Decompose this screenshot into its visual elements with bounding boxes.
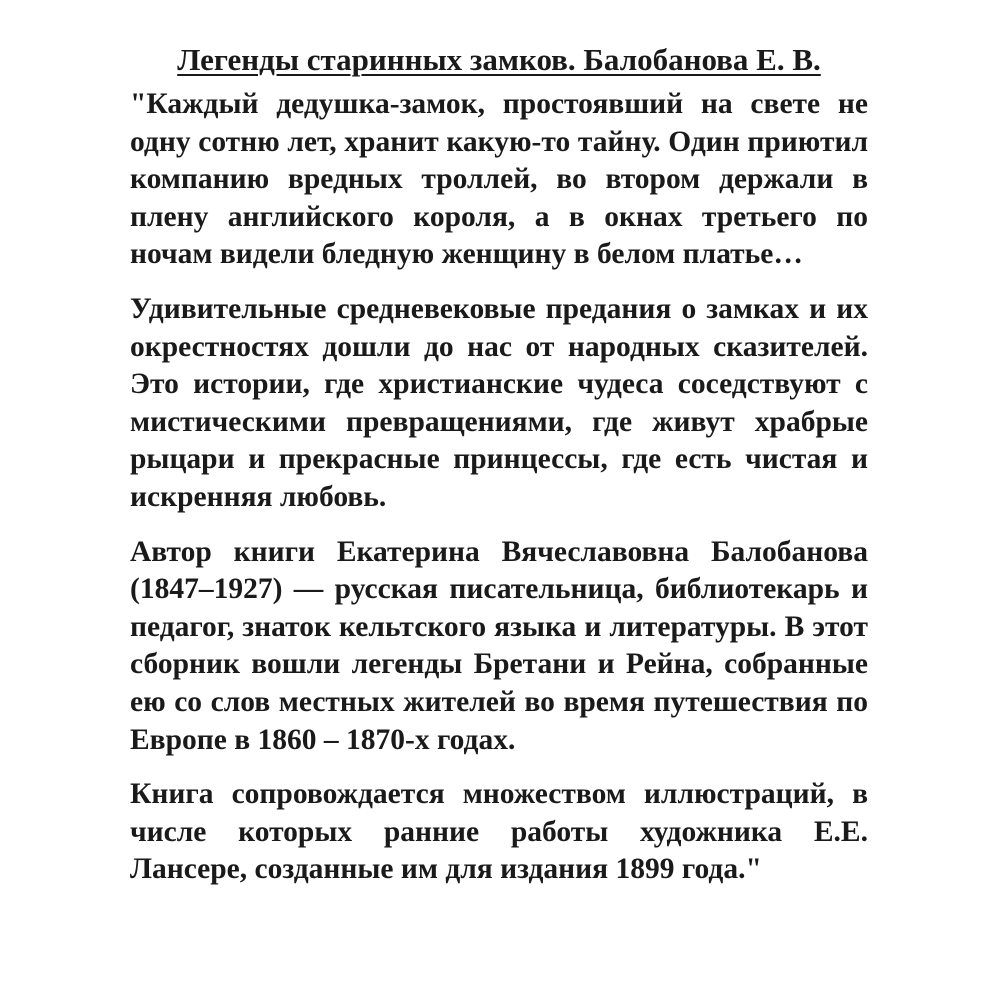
document-page <box>130 40 868 906</box>
paragraph-illustrations: Книга сопровождается множеством иллюстраций, в числе которых ранние работы художника Е.Е. Лансере, созданные им для издания 1899 года." <box>130 778 868 886</box>
paragraph-intro: "Каждый дедушка-замок, простоявший на свете не одну сотню лет, хранит какую-то тайну. Один приютил компанию вредных троллей, во втором держали в плену английского короля, а в окнах третьего по ночам видели бледную женщину в белом платье… <box>130 88 868 271</box>
paragraph-legends: Удивительные средневековые предания о замках и их окрестностях дошли до нас от народных сказителей. Это истории, где христианские чудеса соседствуют с мистическими превращениями, где живут храбрые рыцари и прекрасные принцессы, где есть чистая и искренняя любовь. <box>130 292 868 513</box>
document-title: Легенды старинных замков. Балобанова Е. В. <box>177 42 821 77</box>
paragraph-author: Автор книги Екатерина Вячеславовна Балобанова (1847–1927) — русская писательница, библиотекарь и педагог, знаток кельтского языка и литературы. В этот сборник вошли легенды Бретани и Рейна, собранные ею со слов местных жителей во время путешествия по Европе в 1860 – 1870-х годах. <box>130 535 868 756</box>
